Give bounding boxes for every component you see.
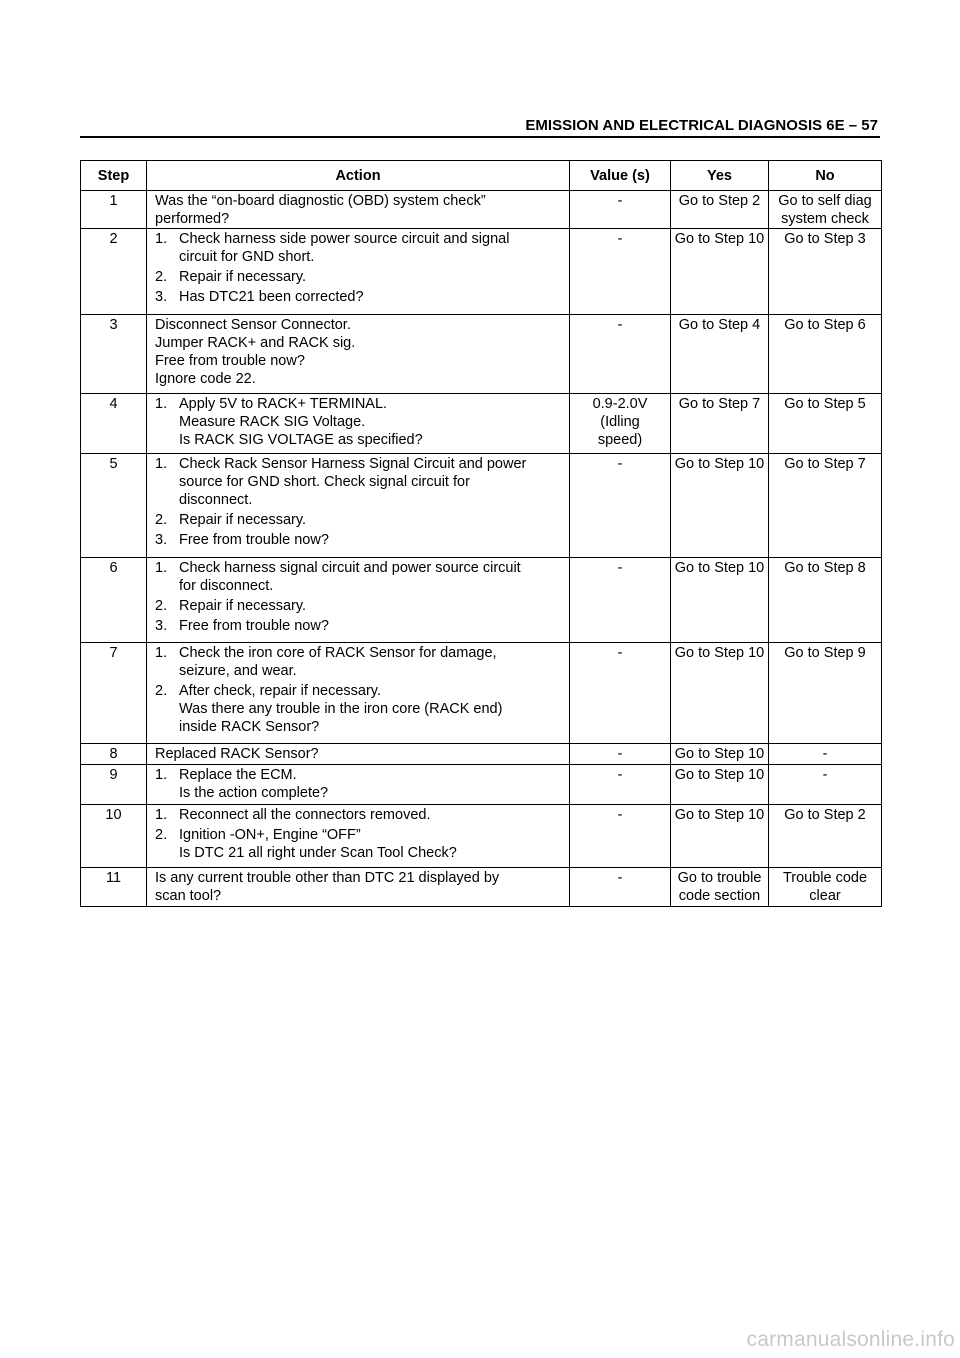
table-row xyxy=(81,744,882,765)
action-line: performed? xyxy=(155,211,230,227)
no-cell xyxy=(769,868,882,907)
no-cell: Go to Step 7 xyxy=(769,454,882,558)
table-row xyxy=(81,315,882,394)
item-continuation: seizure, and wear. xyxy=(179,663,297,679)
item-text: After check, repair if necessary. xyxy=(179,683,382,699)
no-cell: Go to Step 8 xyxy=(769,558,882,643)
table-row xyxy=(81,868,882,907)
item-continuation: Is RACK SIG VOLTAGE as specified? xyxy=(179,432,423,448)
item-continuation: Is DTC 21 all right under Scan Tool Check? xyxy=(179,845,457,861)
item-continuation: for disconnect. xyxy=(179,578,274,594)
no-cell: Go to Step 9 xyxy=(769,643,882,744)
item-text: Repair if necessary. xyxy=(179,269,307,285)
item-number: 2. xyxy=(155,269,168,285)
value-cell xyxy=(570,394,671,454)
value-line: (Idling xyxy=(600,414,640,430)
value-cell: - xyxy=(570,191,671,229)
step-number: 2 xyxy=(81,229,147,315)
action-line: Jumper RACK+ and RACK sig. xyxy=(155,335,356,351)
column-header-value: Value (s) xyxy=(570,161,671,191)
item-text: Check harness signal circuit and power source circuit xyxy=(179,560,521,576)
step-number: 7 xyxy=(81,643,147,744)
item-text: Has DTC21 been corrected? xyxy=(179,289,364,305)
table-row xyxy=(81,191,882,229)
yes-cell: Go to Step 10 xyxy=(671,765,769,805)
yes-line: code section xyxy=(678,888,761,904)
item-text: Apply 5V to RACK+ TERMINAL. xyxy=(179,396,388,412)
item-continuation: circuit for GND short. xyxy=(179,249,315,265)
item-continuation: Was there any trouble in the iron core (RACK end) xyxy=(179,701,503,717)
yes-cell xyxy=(671,868,769,907)
action-line: scan tool? xyxy=(155,888,222,904)
no-cell: Go to Step 6 xyxy=(769,315,882,394)
watermark-text: carmanualsonline.info xyxy=(746,1328,955,1351)
table-row xyxy=(81,558,882,643)
item-number: 2. xyxy=(155,683,168,699)
value-cell: - xyxy=(570,454,671,558)
yes-cell: Go to Step 10 xyxy=(671,454,769,558)
table-row xyxy=(81,643,882,744)
action-line: Replaced RACK Sensor? xyxy=(155,746,319,762)
value-cell: - xyxy=(570,805,671,868)
action-cell xyxy=(147,765,570,805)
action-cell xyxy=(147,394,570,454)
item-continuation: Is the action complete? xyxy=(179,785,329,801)
column-header-step: Step xyxy=(81,161,147,191)
action-cell xyxy=(147,558,570,643)
item-number: 1. xyxy=(155,645,168,661)
action-line: Is any current trouble other than DTC 21 displayed by xyxy=(155,870,500,886)
column-header-yes: Yes xyxy=(671,161,769,191)
yes-line: Go to trouble xyxy=(677,870,762,886)
step-number: 6 xyxy=(81,558,147,643)
item-number: 1. xyxy=(155,456,168,472)
item-text: Replace the ECM. xyxy=(179,767,297,783)
item-number: 3. xyxy=(155,532,168,548)
item-number: 1. xyxy=(155,560,168,576)
no-cell: Go to Step 2 xyxy=(769,805,882,868)
value-cell: - xyxy=(570,643,671,744)
header-rule xyxy=(80,136,880,138)
action-cell xyxy=(147,191,570,229)
action-line: Ignore code 22. xyxy=(155,371,256,387)
column-header-action: Action xyxy=(147,161,570,191)
action-line: Disconnect Sensor Connector. xyxy=(155,317,351,333)
item-continuation: inside RACK Sensor? xyxy=(179,719,320,735)
column-header-no: No xyxy=(769,161,882,191)
action-cell xyxy=(147,805,570,868)
yes-cell: Go to Step 10 xyxy=(671,229,769,315)
value-cell: - xyxy=(570,229,671,315)
table-row xyxy=(81,765,882,805)
value-cell: - xyxy=(570,868,671,907)
step-number: 11 xyxy=(81,868,147,907)
item-number: 3. xyxy=(155,289,168,305)
action-cell xyxy=(147,744,570,765)
action-cell xyxy=(147,868,570,907)
value-cell: - xyxy=(570,558,671,643)
item-text: Repair if necessary. xyxy=(179,512,307,528)
item-number: 1. xyxy=(155,767,168,783)
item-number: 2. xyxy=(155,512,168,528)
item-number: 1. xyxy=(155,231,168,247)
action-line: Was the “on-board diagnostic (OBD) system check” xyxy=(155,193,486,209)
no-line: Go to self diag xyxy=(778,193,872,209)
value-cell: - xyxy=(570,744,671,765)
step-number: 4 xyxy=(81,394,147,454)
action-cell xyxy=(147,229,570,315)
item-continuation: source for GND short. Check signal circuit for xyxy=(179,474,470,490)
no-cell: Go to Step 3 xyxy=(769,229,882,315)
no-cell: - xyxy=(769,765,882,805)
item-text: Check Rack Sensor Harness Signal Circuit and power xyxy=(179,456,527,472)
action-line: Free from trouble now? xyxy=(155,353,305,369)
no-line: Trouble code xyxy=(782,870,868,886)
item-continuation: Measure RACK SIG Voltage. xyxy=(179,414,366,430)
step-number: 10 xyxy=(81,805,147,868)
item-text: Free from trouble now? xyxy=(179,618,329,634)
no-cell: Go to Step 5 xyxy=(769,394,882,454)
yes-cell: Go to Step 10 xyxy=(671,643,769,744)
step-number: 5 xyxy=(81,454,147,558)
yes-cell: Go to Step 10 xyxy=(671,805,769,868)
no-line: system check xyxy=(781,211,869,227)
item-text: Ignition -ON+, Engine “OFF” xyxy=(179,827,361,843)
diagnosis-table xyxy=(80,160,882,907)
item-text: Reconnect all the connectors removed. xyxy=(179,807,431,823)
table-header-row xyxy=(81,161,882,191)
action-cell xyxy=(147,315,570,394)
action-cell xyxy=(147,643,570,744)
item-text: Free from trouble now? xyxy=(179,532,329,548)
action-cell xyxy=(147,454,570,558)
step-number: 8 xyxy=(81,744,147,765)
table-row xyxy=(81,229,882,315)
yes-cell: Go to Step 10 xyxy=(671,558,769,643)
no-cell: - xyxy=(769,744,882,765)
table-row xyxy=(81,454,882,558)
no-cell xyxy=(769,191,882,229)
yes-cell: Go to Step 2 xyxy=(671,191,769,229)
step-number: 1 xyxy=(81,191,147,229)
item-text: Check harness side power source circuit and signal xyxy=(179,231,510,247)
item-number: 2. xyxy=(155,598,168,614)
item-number: 1. xyxy=(155,807,168,823)
no-line: clear xyxy=(809,888,841,904)
value-line: 0.9-2.0V xyxy=(592,396,648,412)
step-number: 3 xyxy=(81,315,147,394)
yes-cell: Go to Step 7 xyxy=(671,394,769,454)
yes-cell: Go to Step 4 xyxy=(671,315,769,394)
page-header-title: EMISSION AND ELECTRICAL DIAGNOSIS 6E – 57 xyxy=(525,117,878,134)
item-text: Check the iron core of RACK Sensor for damage, xyxy=(179,645,497,661)
value-cell: - xyxy=(570,315,671,394)
table-row xyxy=(81,394,882,454)
yes-cell: Go to Step 10 xyxy=(671,744,769,765)
step-number: 9 xyxy=(81,765,147,805)
value-line: speed) xyxy=(597,432,643,448)
item-text: Repair if necessary. xyxy=(179,598,307,614)
item-number: 3. xyxy=(155,618,168,634)
item-continuation: disconnect. xyxy=(179,492,253,508)
item-number: 2. xyxy=(155,827,168,843)
item-number: 1. xyxy=(155,396,168,412)
value-cell: - xyxy=(570,765,671,805)
table-row xyxy=(81,805,882,868)
